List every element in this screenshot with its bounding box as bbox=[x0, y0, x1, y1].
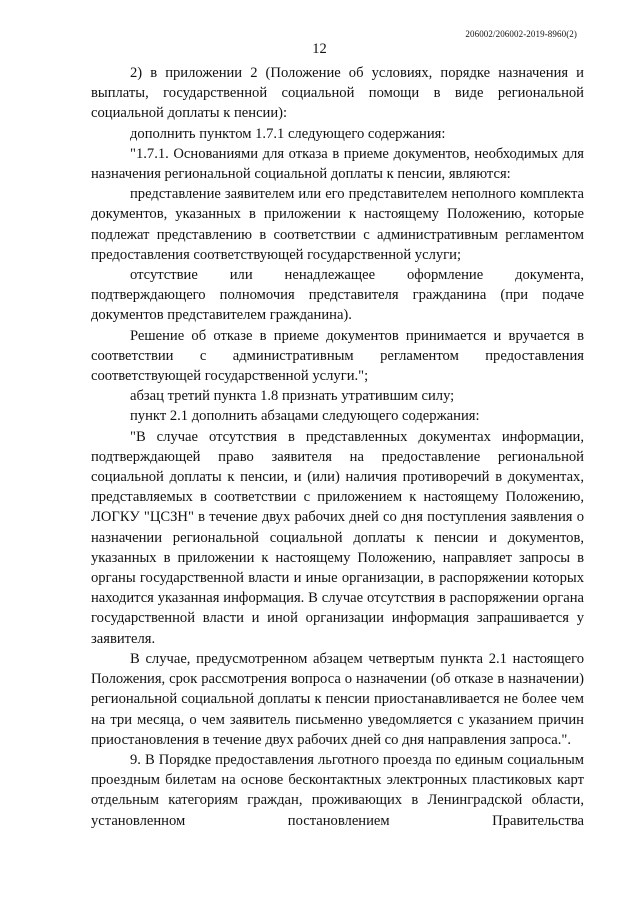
paragraph: абзац третий пункта 1.8 признать утратившим силу; bbox=[130, 388, 455, 405]
page-number: 12 bbox=[312, 41, 327, 57]
paragraph: В случае, предусмотренном абзацем четвертым пункта 2.1 настоящего Положения, срок рассмотрения вопроса о назначении (об отказе в назначении) региональной социальной доплаты к пенсии приостанавливается не более чем на три месяца, о чем заявитель письменно уведомляется с указанием причин приостановления в течение двух рабочих дней со дня направления запроса.". bbox=[91, 650, 584, 748]
document-body bbox=[91, 63, 584, 831]
paragraph: 9. В Порядке предоставления льготного проезда по единым социальным проездным билетам на основе бесконтактных электронных пластиковых карт отдельным категориям граждан, проживающих в Ленинградской области, установленном постановлением Правительства bbox=[91, 751, 584, 829]
paragraph: представление заявителем или его представителем неполного комплекта документов, указанных в приложении к настоящему Положению, которые подлежат представлению в соответствии с административным регламентом предоставления соответствующей государственной услуги; bbox=[91, 186, 584, 263]
document-id: 206002/206002-2019-8960(2) bbox=[465, 29, 577, 39]
paragraph: 2) в приложении 2 (Положение об условиях, порядке назначения и выплаты, государственной социальной помощи в виде региональной социальной доплаты к пенсии): bbox=[91, 65, 584, 122]
paragraph: пункт 2.1 дополнить абзацами следующего содержания: bbox=[130, 408, 480, 425]
paragraph: отсутствие или ненадлежащее оформление документа, подтверждающего полномочия представителя гражданина (при подаче документов представителем гражданина). bbox=[91, 267, 584, 324]
paragraph: дополнить пунктом 1.7.1 следующего содержания: bbox=[130, 125, 446, 142]
paragraph: Решение об отказе в приеме документов принимается и вручается в соответствии с административным регламентом предоставления соответствующей государственной услуги."; bbox=[91, 327, 584, 385]
paragraph: "1.7.1. Основаниями для отказа в приеме документов, необходимых для назначения региональной социальной доплаты к пенсии, являются: bbox=[91, 145, 584, 183]
paragraph: "В случае отсутствия в представленных документах информации, подтверждающей право заявителя на предоставление региональной социальной доплаты к пенсии, и (или) наличия противоречий в документах, представляемых в соответствии с приложением к настоящему Положению, ЛОГКУ "ЦСЗН" в течение двух рабочих дней со дня поступления заявления о назначении региональной социальной доплаты к пенсии и документов, указанных в приложении к настоящему Положению, направляет запросы в органы государственной власти и иные организации, в распоряжении которых находится указанная информация. В случае отсутствия в распоряжении органа государственной власти и иной организации информация запрашивается у заявителя. bbox=[91, 428, 584, 647]
